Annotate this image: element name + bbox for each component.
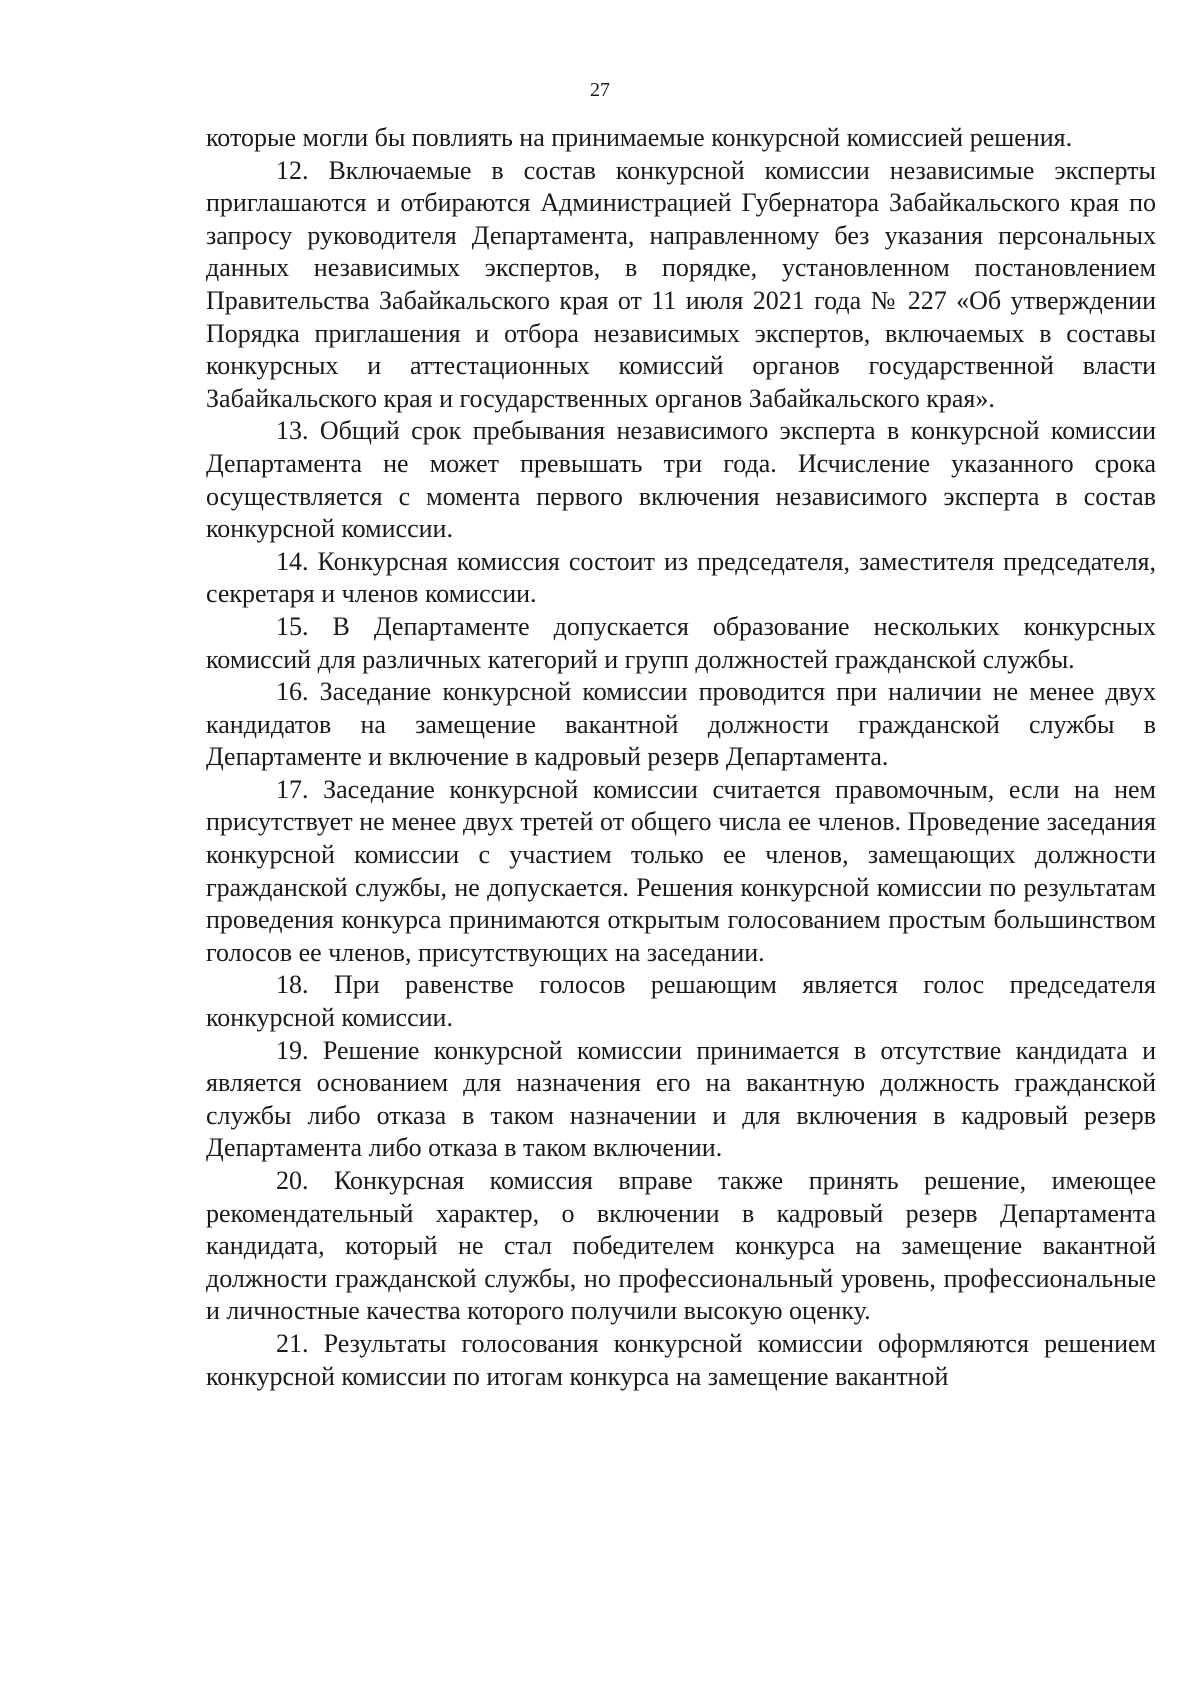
paragraph-13: 13. Общий срок пребывания независимого эксперта в конкурсной комиссии Департамента не может превышать три года. Исчисление указанного срока осуществляется с момента первого включения независимого эксперта в состав конкурсной комиссии.	[206, 416, 1156, 544]
paragraph-17: 17. Заседание конкурсной комиссии считается правомочным, если на нем присутствует не менее двух третей от общего числа ее членов. Проведение заседания конкурсной комиссии с участием только ее членов, замещающих должности гражданской службы, не допускается. Решения конкурсной комиссии по результатам проведения конкурса принимаются открытым голосованием простым большинством голосов ее членов, присутствующих на заседании.	[206, 774, 1156, 967]
paragraph-16: 16. Заседание конкурсной комиссии проводится при наличии не менее двух кандидатов на замещение вакантной должности гражданской службы в Департаменте и включение в кадровый резерв Департамента.	[206, 677, 1156, 772]
paragraph-12: 12. Включаемые в состав конкурсной комиссии независимые эксперты приглашаются и отбираются Администрацией Губернатора Забайкальского края по запросу руководителя Департамента, направленному без указания персональных данных независимых экспертов, в порядке, установленном постановлением Правительства Забайкальского края от 11 июля 2021 года № 227 «Об утверждении Порядка приглашения и отбора независимых экспертов, включаемых в составы конкурсных и аттестационных комиссий органов государственной власти Забайкальского края и государственных органов Забайкальского края».	[206, 155, 1156, 413]
paragraph-continuation: которые могли бы повлиять на принимаемые конкурсной комиссией решения.	[206, 123, 1073, 152]
paragraph-14: 14. Конкурсная комиссия состоит из председателя, заместителя председателя, секретаря и членов комиссии.	[206, 546, 1156, 609]
paragraph-20: 20. Конкурсная комиссия вправе также принять решение, имеющее рекомендательный характер, о включении в кадровый резерв Департамента кандидата, который не стал победителем конкурса на замещение вакантной должности гражданской службы, но профессиональный уровень, профессиональные и личностные качества которого получили высокую оценку.	[206, 1166, 1156, 1326]
paragraph-18: 18. При равенстве голосов решающим является голос председателя конкурсной комиссии.	[206, 970, 1156, 1033]
paragraph-19: 19. Решение конкурсной комиссии принимается в отсутствие кандидата и является основанием для назначения его на вакантную должность гражданской службы либо отказа в таком назначении и для включения в кадровый резерв Департамента либо отказа в таком включении.	[206, 1035, 1156, 1163]
page-number: 27	[590, 79, 610, 101]
document-body	[206, 122, 1156, 1393]
paragraph-21: 21. Результаты голосования конкурсной комиссии оформляются решением конкурсной комиссии по итогам конкурса на замещение вакантной	[206, 1328, 1156, 1391]
paragraph-15: 15. В Департаменте допускается образование нескольких конкурсных комиссий для различных категорий и групп должностей гражданской службы.	[206, 611, 1156, 674]
